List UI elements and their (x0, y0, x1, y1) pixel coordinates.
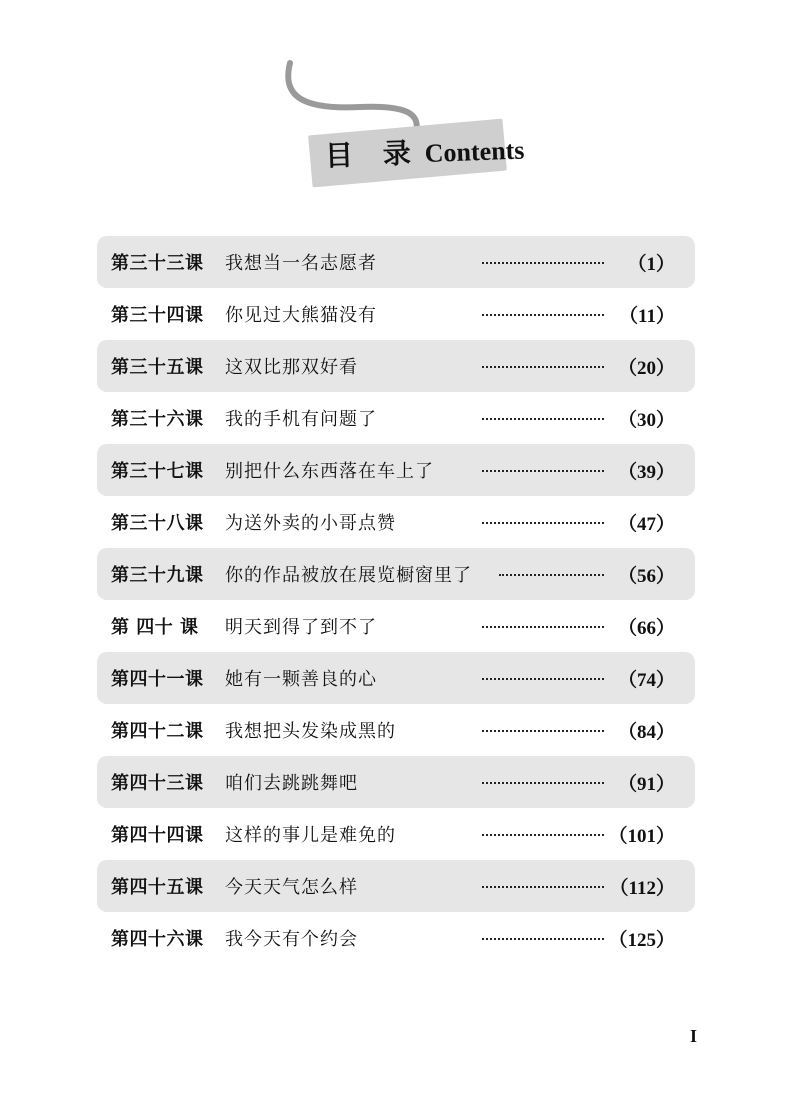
lesson-title: 你见过大熊猫没有 (225, 305, 377, 326)
lesson-number: 第三十五课 (111, 357, 204, 378)
lesson-number: 第三十七课 (111, 461, 204, 482)
toc-entry[interactable] (97, 652, 695, 704)
toc-entry[interactable] (97, 860, 695, 912)
page-number: I (690, 1026, 698, 1046)
lesson-number: 第三十九课 (111, 565, 204, 586)
dot-leader (499, 574, 604, 576)
lesson-number: 第四十六课 (111, 929, 204, 950)
lesson-title: 我今天有个约会 (225, 929, 358, 950)
dot-leader (482, 366, 604, 368)
lesson-title: 今天天气怎么样 (225, 877, 358, 898)
lesson-number: 第四十一课 (111, 669, 204, 690)
dot-leader (482, 730, 604, 732)
lesson-title: 这样的事儿是难免的 (225, 825, 396, 846)
lesson-title: 你的作品被放在展览橱窗里了 (225, 565, 472, 586)
dot-leader (482, 886, 604, 888)
page-reference: （11） (619, 305, 675, 327)
lesson-title: 我想把头发染成黑的 (225, 721, 396, 742)
lesson-title: 为送外卖的小哥点赞 (225, 513, 396, 534)
toc-entry[interactable] (97, 444, 695, 496)
page-reference: （74） (617, 669, 675, 691)
page-reference: （112） (609, 877, 675, 899)
page-reference: （1） (627, 253, 675, 275)
toc-entry[interactable] (97, 808, 695, 860)
toc-entry[interactable] (97, 236, 695, 288)
dot-leader (482, 262, 604, 264)
dot-leader (482, 834, 604, 836)
toc-entry[interactable] (97, 496, 695, 548)
title-banner (270, 55, 530, 195)
dot-leader (482, 938, 604, 940)
toc-entry[interactable] (97, 548, 695, 600)
title-chinese: 目 录 (324, 136, 422, 173)
title-english: Contents (424, 135, 525, 168)
table-of-contents (97, 236, 695, 964)
lesson-title: 我的手机有问题了 (225, 409, 377, 430)
page-reference: （66） (617, 617, 675, 639)
page-reference: （47） (617, 513, 675, 535)
toc-entry[interactable] (97, 288, 695, 340)
lesson-title: 咱们去跳跳舞吧 (225, 773, 358, 794)
lesson-number: 第四十四课 (111, 825, 204, 846)
dot-leader (482, 470, 604, 472)
page-reference: （56） (617, 565, 675, 587)
toc-entry[interactable] (97, 912, 695, 964)
toc-entry[interactable] (97, 392, 695, 444)
lesson-title: 明天到得了到不了 (225, 617, 377, 638)
lesson-number: 第 四十 课 (111, 617, 199, 638)
lesson-title: 别把什么东西落在车上了 (225, 461, 434, 482)
lesson-number: 第四十三课 (111, 773, 204, 794)
lesson-number: 第三十三课 (111, 253, 204, 274)
dot-leader (482, 626, 604, 628)
page-reference: （84） (617, 721, 675, 743)
toc-entry[interactable] (97, 340, 695, 392)
dot-leader (482, 678, 604, 680)
lesson-number: 第三十四课 (111, 305, 204, 326)
lesson-title: 她有一颗善良的心 (225, 669, 377, 690)
page-reference: （125） (608, 929, 675, 951)
page-reference: （39） (617, 461, 675, 483)
page-reference: （30） (617, 409, 675, 431)
toc-entry[interactable] (97, 704, 695, 756)
toc-entry[interactable] (97, 600, 695, 652)
lesson-number: 第四十五课 (111, 877, 204, 898)
page-reference: （91） (617, 773, 675, 795)
lesson-number: 第四十二课 (111, 721, 204, 742)
page-reference: （20） (617, 357, 675, 379)
lesson-number: 第三十六课 (111, 409, 204, 430)
dot-leader (482, 522, 604, 524)
dot-leader (482, 782, 604, 784)
dot-leader (482, 314, 604, 316)
lesson-number: 第三十八课 (111, 513, 204, 534)
lesson-title: 我想当一名志愿者 (225, 253, 377, 274)
dot-leader (482, 418, 604, 420)
page-title (324, 132, 525, 176)
page-reference: （101） (608, 825, 675, 847)
toc-entry[interactable] (97, 756, 695, 808)
lesson-title: 这双比那双好看 (225, 357, 358, 378)
